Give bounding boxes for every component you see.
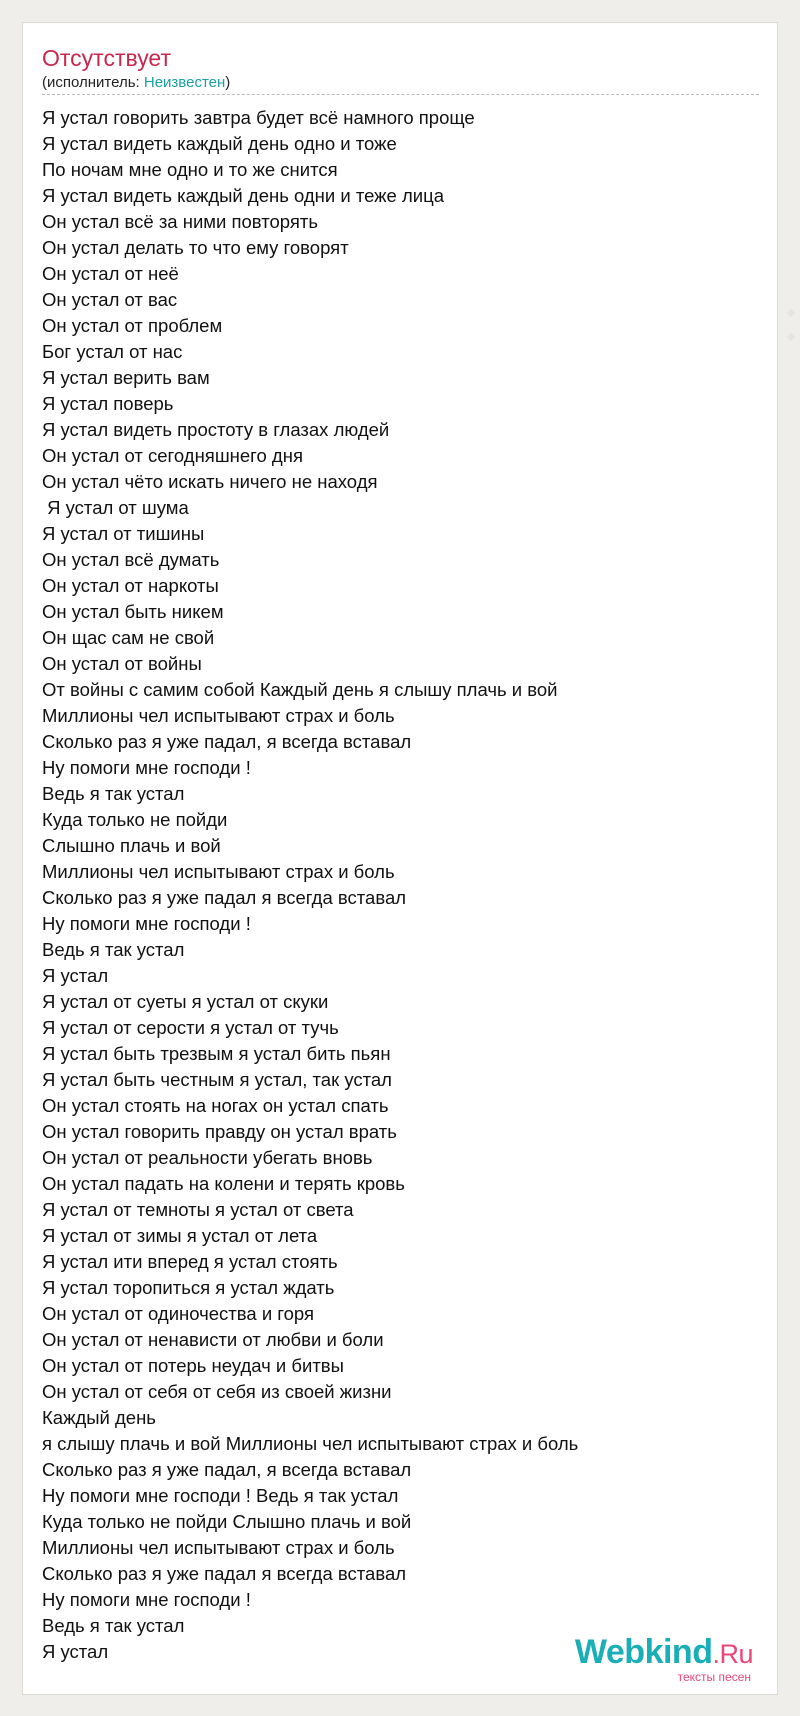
edge-mark-icon [787,333,795,341]
lyric-line: Он устал всё за ними повторять [42,211,318,232]
lyric-line: Ведь я так устал [42,1615,185,1636]
lyric-line: Я устал от темноты я устал от света [42,1199,354,1220]
lyric-line: Каждый день [42,1407,156,1428]
lyric-line: Миллионы чел испытывают страх и боль [42,861,395,882]
lyric-line: Я устал быть честным я устал, так устал [42,1069,392,1090]
lyric-line: Сколько раз я уже падал, я всегда вставал [42,1459,412,1480]
lyric-line: Я устал от шума [42,497,189,518]
lyric-line: Я устал торопиться я устал ждать [42,1277,335,1298]
lyric-line: Сколько раз я уже падал я всегда вставал [42,887,407,908]
lyric-line: Он устал от проблем [42,315,223,336]
lyric-line: Он устал от потерь неудач и битвы [42,1355,344,1376]
edge-mark-icon [787,309,795,317]
lyric-line: Ну помоги мне господи ! [42,913,251,934]
lyric-line: Бог устал от нас [42,341,183,362]
lyric-line: Ведь я так устал [42,939,185,960]
lyric-line: я слышу плачь и вой Миллионы чел испытывают страх и боль [42,1433,579,1454]
logo-tagline: тексты песен [677,1670,751,1684]
lyric-line: Он устал быть никем [42,601,224,622]
lyric-line: Он устал от реальности убегать вновь [42,1147,373,1168]
lyric-line: Он устал от себя от себя из своей жизни [42,1381,392,1402]
lyric-line: Я устал от суеты я устал от скуки [42,991,329,1012]
lyric-line: Он устал от войны [42,653,202,674]
lyric-line: Он устал от наркоты [42,575,219,596]
lyrics-card [22,22,778,1695]
lyric-line: Куда только не пойди [42,809,228,830]
song-title: Отсутствует [42,45,171,71]
artist-line [42,73,230,93]
lyric-line: Он устал от вас [42,289,178,310]
lyric-line: Ну помоги мне господи ! Ведь я так устал [42,1485,399,1506]
lyric-line: Я устал быть трезвым я устал бить пьян [42,1043,391,1064]
lyric-line: Он устал от ненависти от любви и боли [42,1329,384,1350]
lyric-line: Он щас сам не свой [42,627,215,648]
lyric-line: Слышно плачь и вой [42,835,221,856]
lyric-line: По ночам мне одно и то же снится [42,159,338,180]
lyric-line: Я устал видеть каждый день одни и теже лица [42,185,444,206]
lyric-line: Я устал видеть простоту в глазах людей [42,419,390,440]
artist-suffix: ) [225,74,231,91]
lyric-line: Он устал от неё [42,263,179,284]
lyric-line: Ведь я так устал [42,783,185,804]
lyric-line: Я устал [42,965,109,986]
lyric-line: Миллионы чел испытывают страх и боль [42,705,395,726]
title-divider [42,94,759,95]
artist-prefix: (исполнитель: [42,74,144,91]
lyric-line: Он устал стоять на ногах он устал спать [42,1095,389,1116]
artist-link[interactable]: Неизвестен [143,74,226,91]
lyric-line: Я устал ити вперед я устал стоять [42,1251,338,1272]
lyric-line: Миллионы чел испытывают страх и боль [42,1537,395,1558]
lyric-line: Я устал от зимы я устал от лета [42,1225,318,1246]
lyric-line: Он устал падать на колени и терять кровь [42,1173,405,1194]
lyric-line: Я устал от серости я устал от тучь [42,1017,339,1038]
lyric-line: Куда только не пойди Слышно плачь и вой [42,1511,412,1532]
lyric-line: Он устал от сегодняшнего дня [42,445,303,466]
site-logo[interactable] [543,1630,753,1690]
lyric-line: Он устал говорить правду он устал врать [42,1121,397,1142]
lyric-line: От войны с самим собой Каждый день я слышу плачь и вой [42,679,558,700]
lyric-line: Я устал верить вам [42,367,210,388]
lyric-line: Я устал поверь [42,393,174,414]
lyric-line: Я устал видеть каждый день одно и тоже [42,133,397,154]
lyric-line: Сколько раз я уже падал я всегда вставал [42,1563,407,1584]
lyric-line: Я устал говорить завтра будет всё намного проще [42,107,475,128]
logo-name: Webkind [574,1633,713,1671]
lyric-line: Он устал от одиночества и горя [42,1303,315,1324]
lyric-line: Я устал от тишины [42,523,205,544]
lyrics-text [42,105,742,1665]
lyric-line: Сколько раз я уже падал, я всегда вставал [42,731,412,752]
lyric-line: Он устал делать то что ему говорят [42,237,349,258]
logo-tld: .Ru [712,1639,753,1669]
lyric-line: Ну помоги мне господи ! [42,1589,251,1610]
lyric-line: Ну помоги мне господи ! [42,757,251,778]
lyric-line: Он устал чёто искать ничего не находя [42,471,378,492]
lyric-line: Он устал всё думать [42,549,220,570]
lyric-line: Я устал [42,1641,109,1662]
